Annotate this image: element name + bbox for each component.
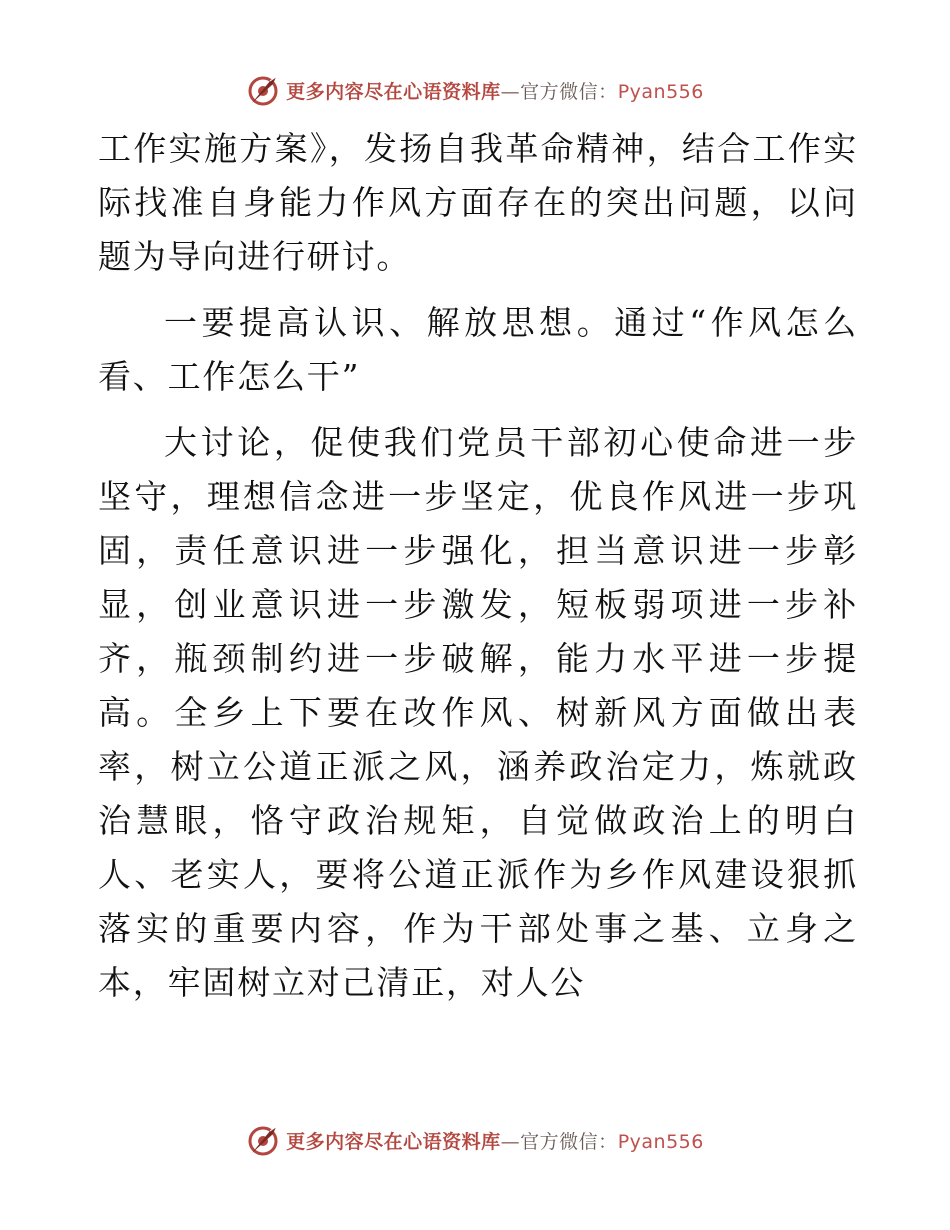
quill-pen-logo-icon bbox=[246, 1123, 280, 1157]
quill-pen-logo-icon bbox=[246, 73, 280, 107]
footer-banner bbox=[0, 1120, 950, 1160]
header-site-name: 更多内容尽在心语资料库 bbox=[286, 80, 501, 103]
footer-site-name: 更多内容尽在心语资料库 bbox=[286, 1130, 501, 1153]
header-wechat-id: Pyan556 bbox=[617, 80, 704, 103]
footer-wechat-id: Pyan556 bbox=[617, 1130, 704, 1153]
paragraph-1: 工作实施方案》，发扬自我革命精神，结合工作实际找准自身能力作风方面存在的突出问题，以问题为导向进行研讨。 bbox=[98, 129, 858, 276]
footer-wechat-label: 官方微信： bbox=[520, 1130, 618, 1153]
header-banner bbox=[0, 70, 950, 110]
paragraph-2: 一要提高认识、解放思想。通过“作风怎么看、工作怎么干” bbox=[98, 303, 858, 396]
footer-dash: — bbox=[500, 1130, 521, 1153]
header-dash: — bbox=[500, 80, 521, 103]
footer-text bbox=[286, 1127, 704, 1154]
header-text bbox=[286, 77, 704, 104]
paragraph-3: 大讨论，促使我们党员干部初心使命进一步坚守，理想信念进一步坚定，优良作风进一步巩固，责任意识进一步强化，担当意识进一步彰显，创业意识进一步激发，短板弱项进一步补齐，瓶颈制约进一步破解，能力水平进一步提高。全乡上下要在改作风、树新风方面做出表率，树立公道正派之风，涵养政治定力，炼就政治慧眼，恪守政治规矩，自觉做政治上的明白人、老实人，要将公道正派作为乡作风建设狠抓落实的重要内容，作为干部处事之基、立身之本，牢固树立对己清正，对人公 bbox=[98, 423, 858, 1002]
document-body bbox=[98, 122, 858, 1010]
header-wechat-label: 官方微信： bbox=[520, 80, 618, 103]
